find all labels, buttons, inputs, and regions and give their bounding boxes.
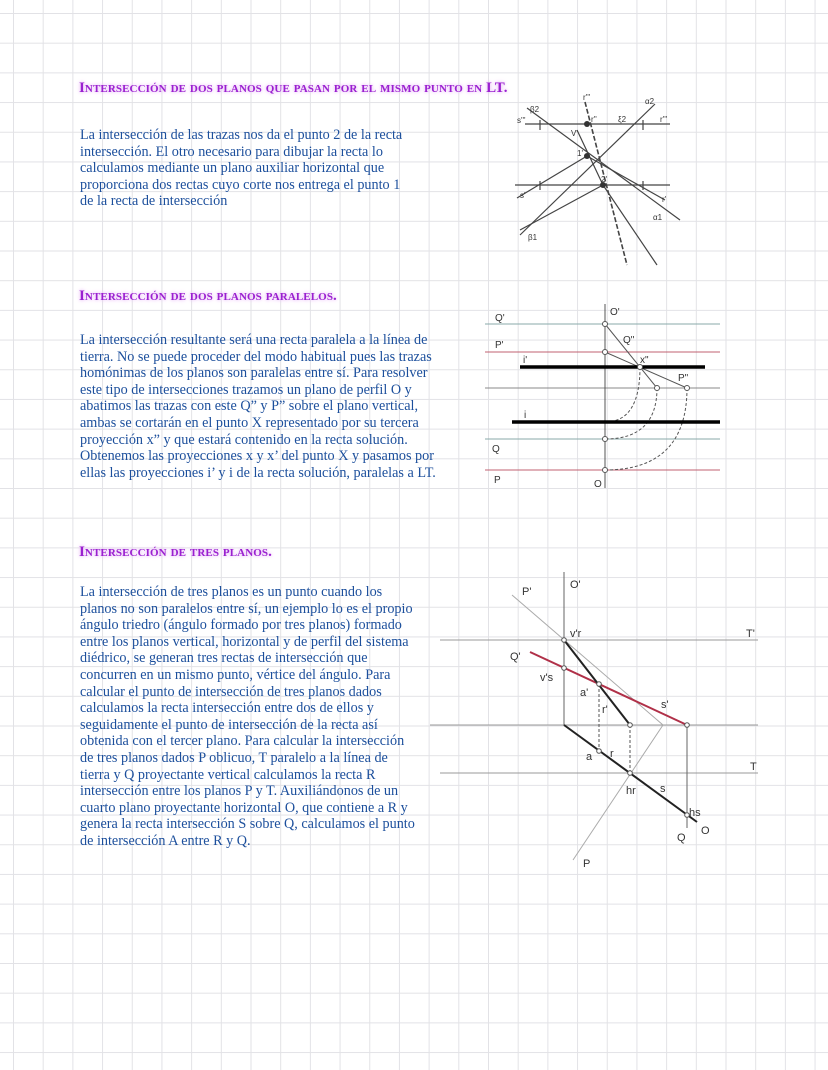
diagram-label: s' [661, 699, 669, 711]
diagram-label: v's [540, 672, 554, 684]
diagram-label: α2 [645, 97, 655, 106]
diagram-label: i' [523, 355, 528, 366]
diagram-label: α1 [653, 213, 663, 222]
diagram-label: Q' [495, 313, 505, 324]
diagram-planes-through-lt-point [505, 90, 685, 270]
diagram-label: a [586, 751, 593, 763]
section-title-3: Intersección de tres planos. [79, 544, 272, 560]
diagram-label: r'' [591, 115, 597, 124]
diagram-label: r' [662, 195, 667, 204]
diagram-label: r [610, 748, 614, 760]
diagram-label: O [701, 825, 710, 837]
diagram-label: T [750, 761, 757, 773]
diagram-label: ξ2 [618, 115, 627, 124]
diagram-label: P' [495, 340, 504, 351]
diagram-label: s''' [517, 116, 526, 125]
diagram-label: hs [689, 807, 701, 819]
diagram-label: x" [640, 355, 649, 366]
section-body-2: La intersección resultante será una recta paralela a la línea de tierra. No se puede proceder del modo habitual pues las trazas homónimas de los planos son paralelas entre sí. Para resolver este tipo de intersecciones trazamos un plano de perfil O y abatimos las trazas con este Q” y P” sobre el plano vertical, ambas se cortarán en el punto X representado por su tercera proyección x” y que estará contenido en la recta solución. Obtenemos las proyecciones x y x’ del punto X y pasamos por ellas las proyecciones i’ y i de la recta solución, paralelas a LT. [80, 332, 436, 481]
diagram-label: Q' [510, 651, 521, 663]
diagram-label: Q [492, 444, 500, 455]
diagram-label: V' [571, 129, 578, 138]
diagram-label: r''' [660, 115, 668, 124]
diagram-label: O' [570, 579, 581, 591]
diagram-label: T' [746, 628, 755, 640]
diagram-parallel-planes [480, 290, 750, 500]
diagram-label: O [594, 479, 602, 490]
diagram-label: P' [522, 586, 532, 598]
diagram-label: r' [602, 704, 608, 716]
diagram-label: r''' [583, 93, 591, 102]
diagram-label: Q [677, 832, 686, 844]
section-body-1: La intersección de las trazas nos da el punto 2 de la recta intersección. El otro necesario para dibujar la recta lo calculamos mediante un plano auxiliar horizontal que proporciona dos rectas cuyo corte nos entrega el punto 1 de la recta de intersección [80, 127, 403, 210]
diagram-label: a' [580, 687, 589, 699]
diagram-label: s' [520, 191, 526, 200]
diagram-label: β1 [528, 233, 538, 242]
diagram-label: 2' [601, 175, 607, 184]
section-title-2: Intersección de dos planos paralelos. [79, 288, 337, 304]
diagram-label: P [583, 858, 591, 870]
diagram-three-planes [430, 560, 780, 880]
diagram-label: β2 [530, 105, 540, 114]
section-body-3: La intersección de tres planos es un punto cuando los planos no son paralelos entre sí, un ejemplo lo es el propio ángulo triedro (ángulo formado por tres planos) formado entre los planos vertical, horizontal y de perfil del sistema diédrico, se generan tres rectas de intersección que concurren en un mismo punto, vértice del ángulo. Para calcular el punto de intersección de tres planos dados calculamos la recta intersección entre dos de ellos y seguidamente el punto de intersección de la recta así obtenida con el tercer plano. Para calcular la intersección de tres planos dados P oblicuo, T paralelo a la línea de tierra y Q proyectante vertical calculamos la recta R intersección entre los planos P y T. Auxiliándonos de un cuarto plano proyectante horizontal O, que contiene a R y genera la recta intersección S sobre Q, calculamos el punto de intersección A entre R y Q. [80, 584, 415, 849]
diagram-label: 1' [577, 149, 583, 158]
diagram-label: P" [678, 373, 689, 384]
diagram-label: hr [626, 785, 636, 797]
section-title-1: Intersección de dos planos que pasan por el mismo punto en LT. [79, 80, 508, 96]
diagram-label: i [524, 410, 527, 421]
diagram-label: Q" [623, 335, 635, 346]
diagram-label: s [660, 783, 666, 795]
diagram-label: v'r [570, 628, 582, 640]
diagram-label: P [494, 475, 501, 486]
diagram-label: O' [610, 307, 620, 318]
